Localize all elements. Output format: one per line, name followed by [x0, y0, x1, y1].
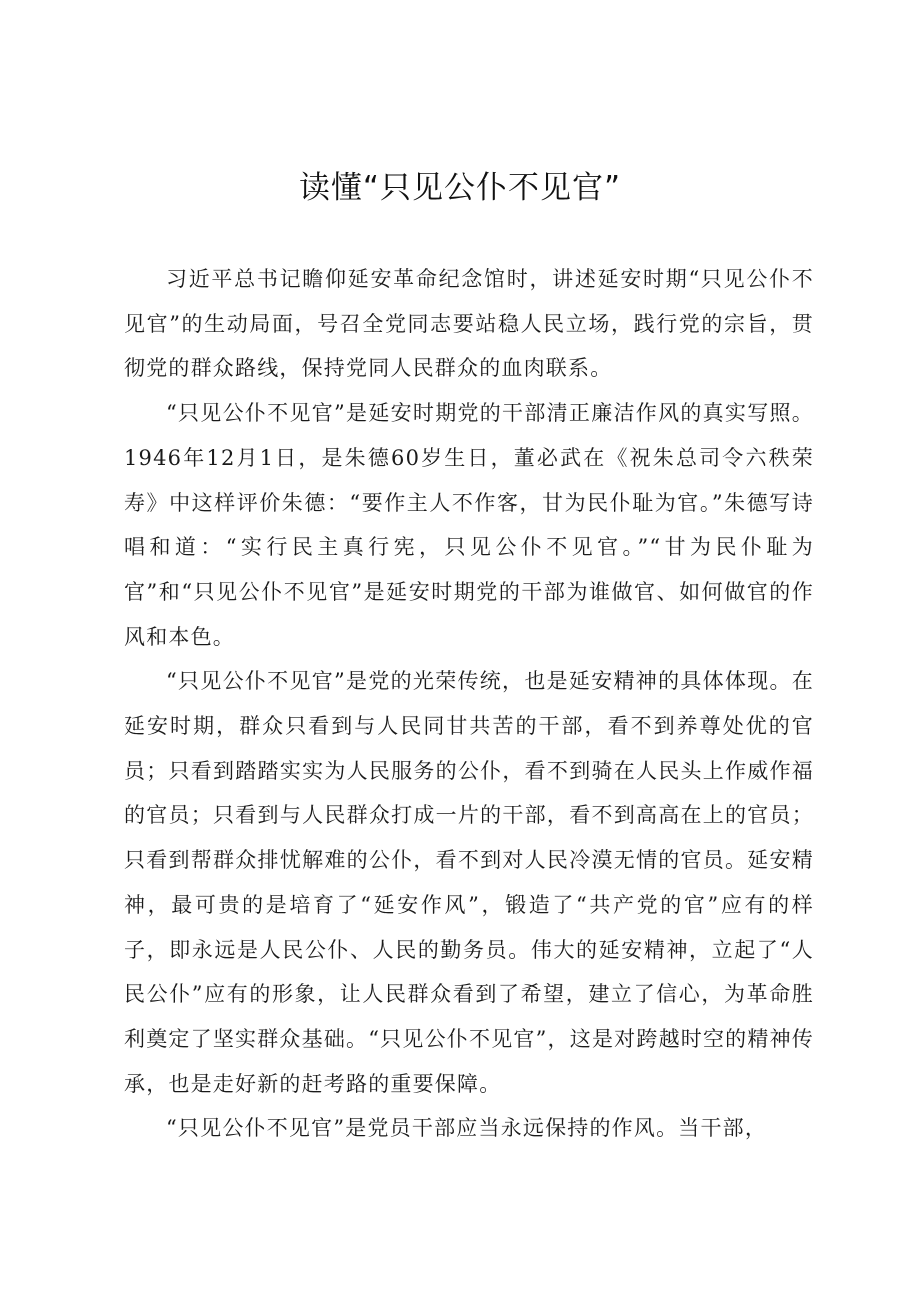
paragraph: “只见公仆不见官”是延安时期党的干部清正廉洁作风的真实写照。1946年12月1日，是朱德60岁生日，董必武在《祝朱总司令六秩荣寿》中这样评价朱德：“要作主人不作客，甘为民仆耻为官。”朱德写诗唱和道：“实行民主真行宪，只见公仆不见官。”“甘为民仆耻为官”和“只见公仆不见官”是延安时期党的干部为谁做官、如何做官的作风和本色。 [124, 401, 814, 649]
document-body [124, 257, 814, 1151]
paragraph: “只见公仆不见官”是党员干部应当永远保持的作风。当干部， [166, 1116, 768, 1141]
document-title: 读懂“只见公仆不见官” [298, 170, 622, 206]
paragraph: “只见公仆不见官”是党的光荣传统，也是延安精神的具体体现。在延安时期，群众只看到与人民同甘共苦的干部，看不到养尊处优的官员；只看到踏踏实实为人民服务的公仆，看不到骑在人民头上作威作福的官员；只看到与人民群众打成一片的干部，看不到高高在上的官员；只看到帮群众排忧解难的公仆，看不到对人民冷漠无情的官员。延安精神，最可贵的是培育了“延安作风”，锻造了“共产党的官”应有的样子，即永远是人民公仆、人民的勤务员。伟大的延安精神，立起了“人民公仆”应有的形象，让人民群众看到了希望，建立了信心，为革命胜利奠定了坚实群众基础。“只见公仆不见官”，这是对跨越时空的精神传承，也是走好新的赶考路的重要保障。 [124, 669, 814, 1096]
paragraph: 习近平总书记瞻仰延安革命纪念馆时，讲述延安时期“只见公仆不见官”的生动局面，号召全党同志要站稳人民立场，践行党的宗旨，贯彻党的群众路线，保持党同人民群众的血肉联系。 [124, 267, 814, 381]
